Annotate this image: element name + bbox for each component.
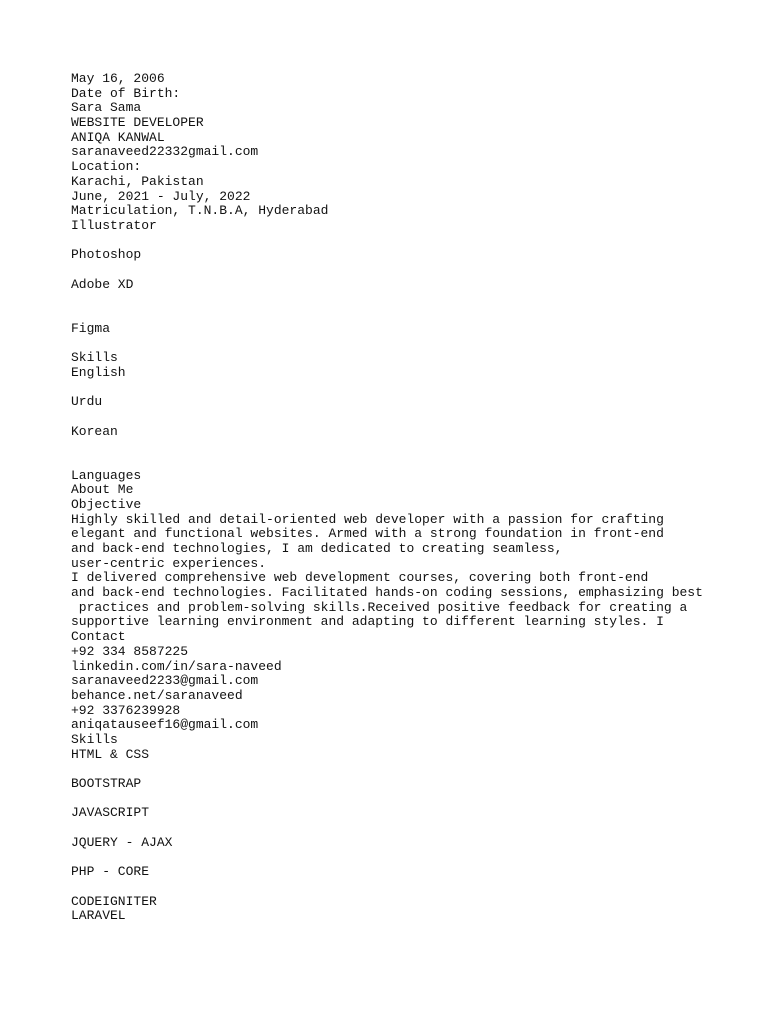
phone-number: +92 334 8587225 bbox=[71, 643, 189, 659]
objective-text-line: elegant and functional websites. Armed with a strong foundation in front-end bbox=[71, 526, 664, 542]
education-entry: Matriculation, T.N.B.A, Hyderabad bbox=[71, 203, 329, 219]
section-heading-about: About Me bbox=[71, 482, 134, 498]
section-heading-skills: Skills bbox=[71, 350, 118, 366]
skill-item: BOOTSTRAP bbox=[71, 776, 142, 792]
job-title: WEBSITE DEVELOPER bbox=[71, 115, 204, 131]
experience-text-line: practices and problem-solving skills.Received positive feedback for creating a bbox=[71, 599, 688, 615]
language-item: English bbox=[71, 364, 126, 380]
objective-text-line: user-centric experiences. bbox=[71, 555, 267, 571]
birth-date-value: May 16, 2006 bbox=[71, 71, 165, 86]
tool-item: Illustrator bbox=[71, 217, 157, 233]
section-heading-contact: Contact bbox=[71, 629, 126, 645]
behance-link: behance.net/saranaveed bbox=[71, 687, 243, 703]
person-name: Sara Sama bbox=[71, 100, 142, 116]
phone-number: +92 3376239928 bbox=[71, 702, 181, 718]
skill-item: LARAVEL bbox=[71, 908, 126, 924]
language-item: Urdu bbox=[71, 394, 103, 410]
skill-item: CODEIGNITER bbox=[71, 893, 157, 909]
linkedin-link: linkedin.com/in/sara-naveed bbox=[71, 658, 282, 674]
tool-item: Figma bbox=[71, 320, 111, 336]
experience-text-line: I delivered comprehensive web development courses, covering both front-end bbox=[71, 570, 649, 586]
tool-item: Adobe XD bbox=[71, 276, 134, 292]
skill-item: HTML & CSS bbox=[71, 746, 150, 762]
language-item: Korean bbox=[71, 423, 118, 439]
skill-item: JQUERY - AJAX bbox=[71, 834, 173, 850]
email-address: saranaveed2233@gmail.com bbox=[71, 673, 259, 689]
objective-text-line: Highly skilled and detail-oriented web developer with a passion for crafting bbox=[71, 511, 664, 527]
email-address: aniqatauseef16@gmail.com bbox=[71, 717, 259, 733]
birth-date-label: Date of Birth: bbox=[71, 85, 181, 101]
experience-text-line: supportive learning environment and adapting to different learning styles. I bbox=[71, 614, 664, 630]
experience-text-line: and back-end technologies. Facilitated hands-on coding sessions, emphasizing best bbox=[71, 585, 703, 601]
section-heading-skills: Skills bbox=[71, 731, 118, 747]
location-label: Location: bbox=[71, 159, 142, 175]
document-page bbox=[71, 72, 731, 924]
location-value: Karachi, Pakistan bbox=[71, 173, 204, 189]
skill-item: PHP - CORE bbox=[71, 864, 150, 880]
skill-item: JAVASCRIPT bbox=[71, 805, 150, 821]
objective-text-line: and back-end technologies, I am dedicated to creating seamless, bbox=[71, 541, 563, 557]
tool-item: Photoshop bbox=[71, 247, 142, 263]
section-heading-objective: Objective bbox=[71, 496, 142, 512]
secondary-name: ANIQA KANWAL bbox=[71, 129, 165, 145]
education-dates: June, 2021 - July, 2022 bbox=[71, 188, 251, 204]
section-heading-languages: Languages bbox=[71, 467, 142, 483]
email-text: saranaveed22332gmail.com bbox=[71, 144, 259, 160]
